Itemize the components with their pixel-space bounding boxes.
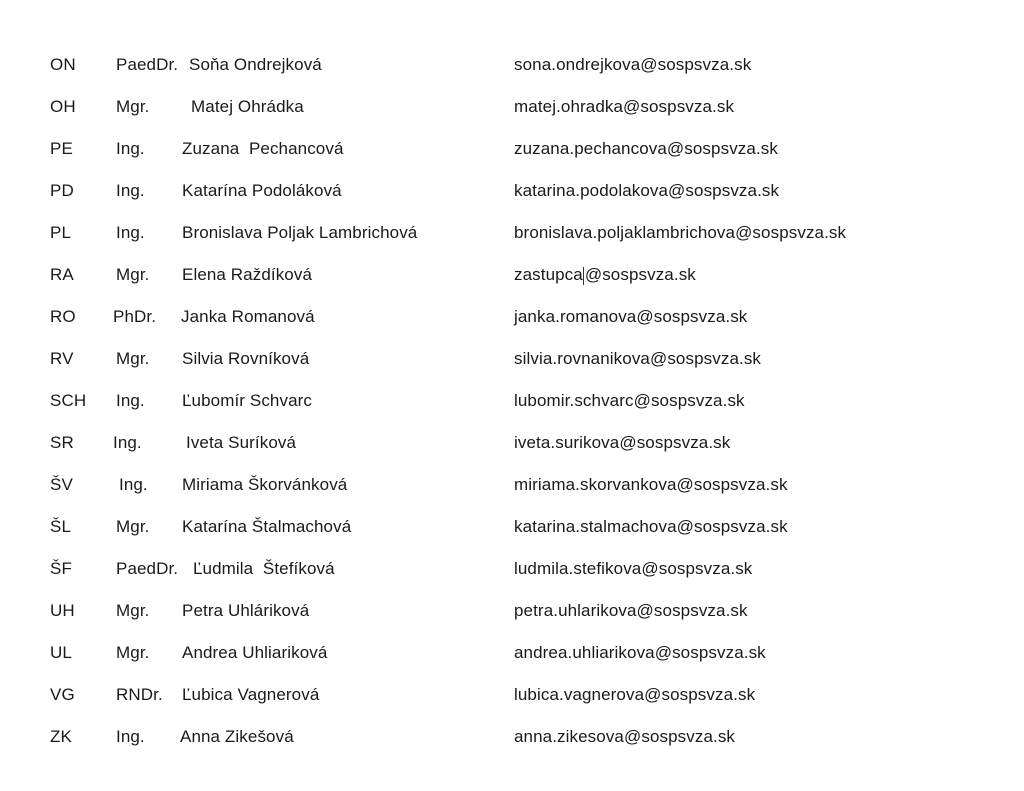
staff-row [0,260,1024,290]
staff-name: Soňa Ondrejková [189,55,322,74]
staff-email: bronislava.poljaklambrichova@sospsvza.sk [514,223,847,242]
staff-row [0,638,1024,668]
staff-code: VG [50,685,75,704]
staff-email: katarina.stalmachova@sospsvza.sk [514,517,788,536]
staff-name: Matej Ohrádka [191,97,304,116]
staff-title: Mgr. [116,517,150,536]
staff-email [514,260,696,290]
staff-email: silvia.rovnanikova@sospsvza.sk [514,349,762,368]
staff-name: Katarína Podoláková [182,181,342,200]
staff-row [0,50,1024,80]
staff-title: Mgr. [116,349,150,368]
staff-title: Ing. [116,391,145,410]
staff-row [0,428,1024,458]
staff-code: ON [50,55,76,74]
staff-email: iveta.surikova@sospsvza.sk [514,433,731,452]
staff-name: Bronislava Poljak Lambrichová [182,223,418,242]
staff-row [0,344,1024,374]
staff-email: sona.ondrejkova@sospsvza.sk [514,55,752,74]
staff-code: PE [50,139,73,158]
staff-code: ZK [50,727,72,746]
staff-row [0,386,1024,416]
staff-title: Mgr. [116,265,150,284]
staff-code: PL [50,223,71,242]
staff-code: UH [50,601,75,620]
staff-code: SR [50,433,74,452]
staff-name: Ľudmila Štefíková [193,559,335,578]
staff-email: lubomir.schvarc@sospsvza.sk [514,391,745,410]
staff-email: anna.zikesova@sospsvza.sk [514,727,736,746]
staff-code: RO [50,307,76,326]
staff-name: Anna Zikešová [180,727,294,746]
staff-email: petra.uhlarikova@sospsvza.sk [514,601,748,620]
staff-row [0,680,1024,710]
staff-row [0,218,1024,248]
staff-email: ludmila.stefikova@sospsvza.sk [514,559,753,578]
staff-row [0,722,1024,752]
staff-email: andrea.uhliarikova@sospsvza.sk [514,643,766,662]
staff-name: Miriama Škorvánková [182,475,348,494]
staff-name: Silvia Rovníková [182,349,310,368]
staff-row [0,92,1024,122]
staff-row [0,512,1024,542]
staff-row [0,302,1024,332]
staff-email: matej.ohradka@sospsvza.sk [514,97,735,116]
staff-code: RA [50,265,74,284]
staff-title: Ing. [113,433,142,452]
staff-title: Ing. [116,139,145,158]
staff-title: RNDr. [116,685,163,704]
staff-name: Katarína Štalmachová [182,517,352,536]
staff-code: ŠF [50,559,72,578]
staff-email: zuzana.pechancova@sospsvza.sk [514,139,778,158]
staff-name: Petra Uhláriková [182,601,310,620]
staff-code: ŠL [50,517,71,536]
staff-name: Elena Raždíková [182,265,313,284]
staff-row [0,134,1024,164]
staff-code: SCH [50,391,87,410]
staff-row [0,554,1024,584]
staff-code: PD [50,181,74,200]
staff-title: PaedDr. [116,55,179,74]
staff-email: katarina.podolakova@sospsvza.sk [514,181,780,200]
staff-row [0,470,1024,500]
staff-title: PaedDr. [116,559,179,578]
staff-row [0,596,1024,626]
staff-code: RV [50,349,74,368]
staff-title: Mgr. [116,643,150,662]
staff-name: Janka Romanová [181,307,315,326]
staff-code: OH [50,97,76,116]
email-domain-part: @sospsvza.sk [584,265,696,284]
staff-name: Andrea Uhliariková [182,643,328,662]
email-local-part: zastupca [514,265,583,284]
staff-row [0,176,1024,206]
staff-code: UL [50,643,72,662]
staff-name: Iveta Suríková [186,433,297,452]
staff-code: ŠV [50,475,73,494]
staff-email: lubica.vagnerova@sospsvza.sk [514,685,756,704]
staff-title: Mgr. [116,97,150,116]
staff-email: miriama.skorvankova@sospsvza.sk [514,475,788,494]
staff-name: Zuzana Pechancová [182,139,344,158]
staff-title: Ing. [119,475,148,494]
staff-email: janka.romanova@sospsvza.sk [514,307,748,326]
staff-title: Mgr. [116,601,150,620]
staff-title: Ing. [116,727,145,746]
staff-title: PhDr. [113,307,157,326]
staff-title: Ing. [116,181,145,200]
staff-name: Ľubomír Schvarc [182,391,312,410]
staff-name: Ľubica Vagnerová [182,685,320,704]
staff-title: Ing. [116,223,145,242]
